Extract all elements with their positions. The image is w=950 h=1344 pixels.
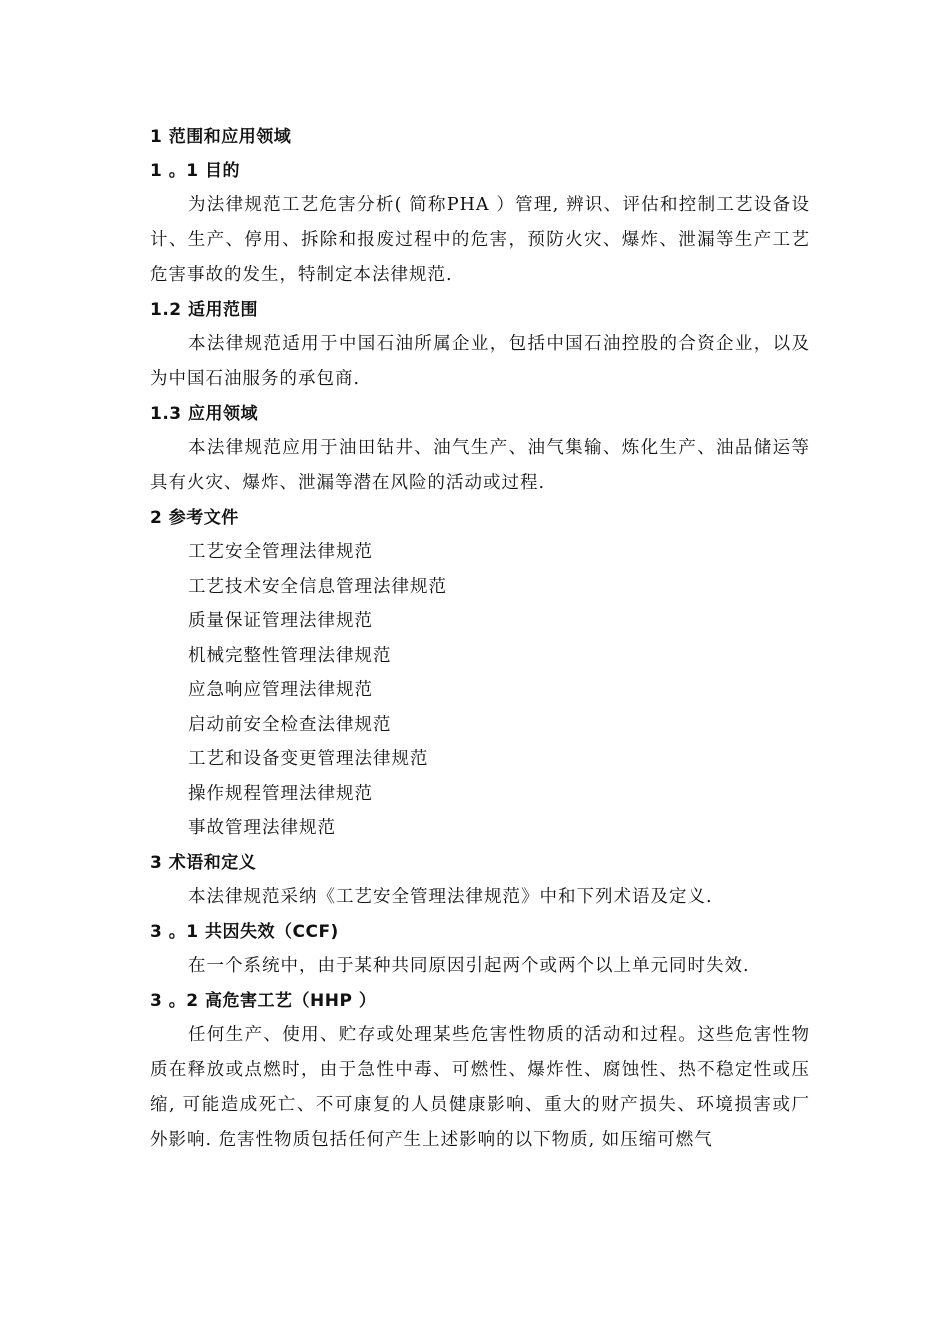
section-heading-1: 1 范围和应用领域 <box>150 127 292 147</box>
reference-list <box>150 535 810 846</box>
paragraph-purpose: 为法律规范工艺危害分析( 简称PHA ）管理, 辨识、评估和控制工艺设备设计、生产、停用、拆除和报废过程中的危害，预防火灾、爆炸、泄漏等生产工艺危害事故的发生，特制定本法律规范. <box>150 195 810 285</box>
reference-item: 事故管理法律规范 <box>188 818 336 838</box>
reference-item: 启动前安全检查法律规范 <box>188 714 392 735</box>
section-heading-3-2: 3 。2 高危害工艺（HHP ） <box>150 990 377 1011</box>
reference-item: 质量保证管理法律规范 <box>188 611 373 631</box>
section-heading-3-1: 3 。1 共因失效（CCF) <box>150 921 339 942</box>
reference-item: 应急响应管理法律规范 <box>188 680 373 700</box>
paragraph-application: 本法律规范应用于油田钻井、油气生产、油气集输、炼化生产、油品储运等具有火灾、爆炸、泄漏等潜在风险的活动或过程. <box>150 438 810 493</box>
reference-item: 工艺技术安全信息管理法律规范 <box>188 576 447 597</box>
paragraph-ccf: 在一个系统中，由于某种共同原因引起两个或两个以上单元同时失效. <box>188 955 750 976</box>
reference-item: 工艺安全管理法律规范 <box>188 542 373 562</box>
reference-item: 工艺和设备变更管理法律规范 <box>188 749 429 769</box>
section-heading-2: 2 参考文件 <box>150 508 239 528</box>
reference-item: 操作规程管理法律规范 <box>188 783 373 804</box>
section-heading-1-1: 1 。1 目的 <box>150 161 240 181</box>
paragraph-scope: 本法律规范适用于中国石油所属企业，包括中国石油控股的合资企业，以及为中国石油服务的承包商. <box>150 334 810 389</box>
paragraph-terms: 本法律规范采纳《工艺安全管理法律规范》中和下列术语及定义. <box>188 886 713 907</box>
reference-item: 机械完整性管理法律规范 <box>188 645 392 666</box>
section-heading-3: 3 术语和定义 <box>150 852 257 873</box>
section-heading-1-2: 1.2 适用范围 <box>150 300 259 320</box>
document-content <box>150 120 810 1158</box>
section-heading-1-3: 1.3 应用领域 <box>150 404 259 424</box>
paragraph-hhp: 任何生产、使用、贮存或处理某些危害性物质的活动和过程。这些危害性物质在释放或点燃时，由于急性中毒、可燃性、爆炸性、腐蚀性、热不稳定性或压缩, 可能造成死亡、不可康复的人员健康影响、重大的财产损失、环境损害或厂外影响. 危害性物质包括任何产生上述影响的以下物质, 如压缩可燃气 <box>150 1024 810 1150</box>
